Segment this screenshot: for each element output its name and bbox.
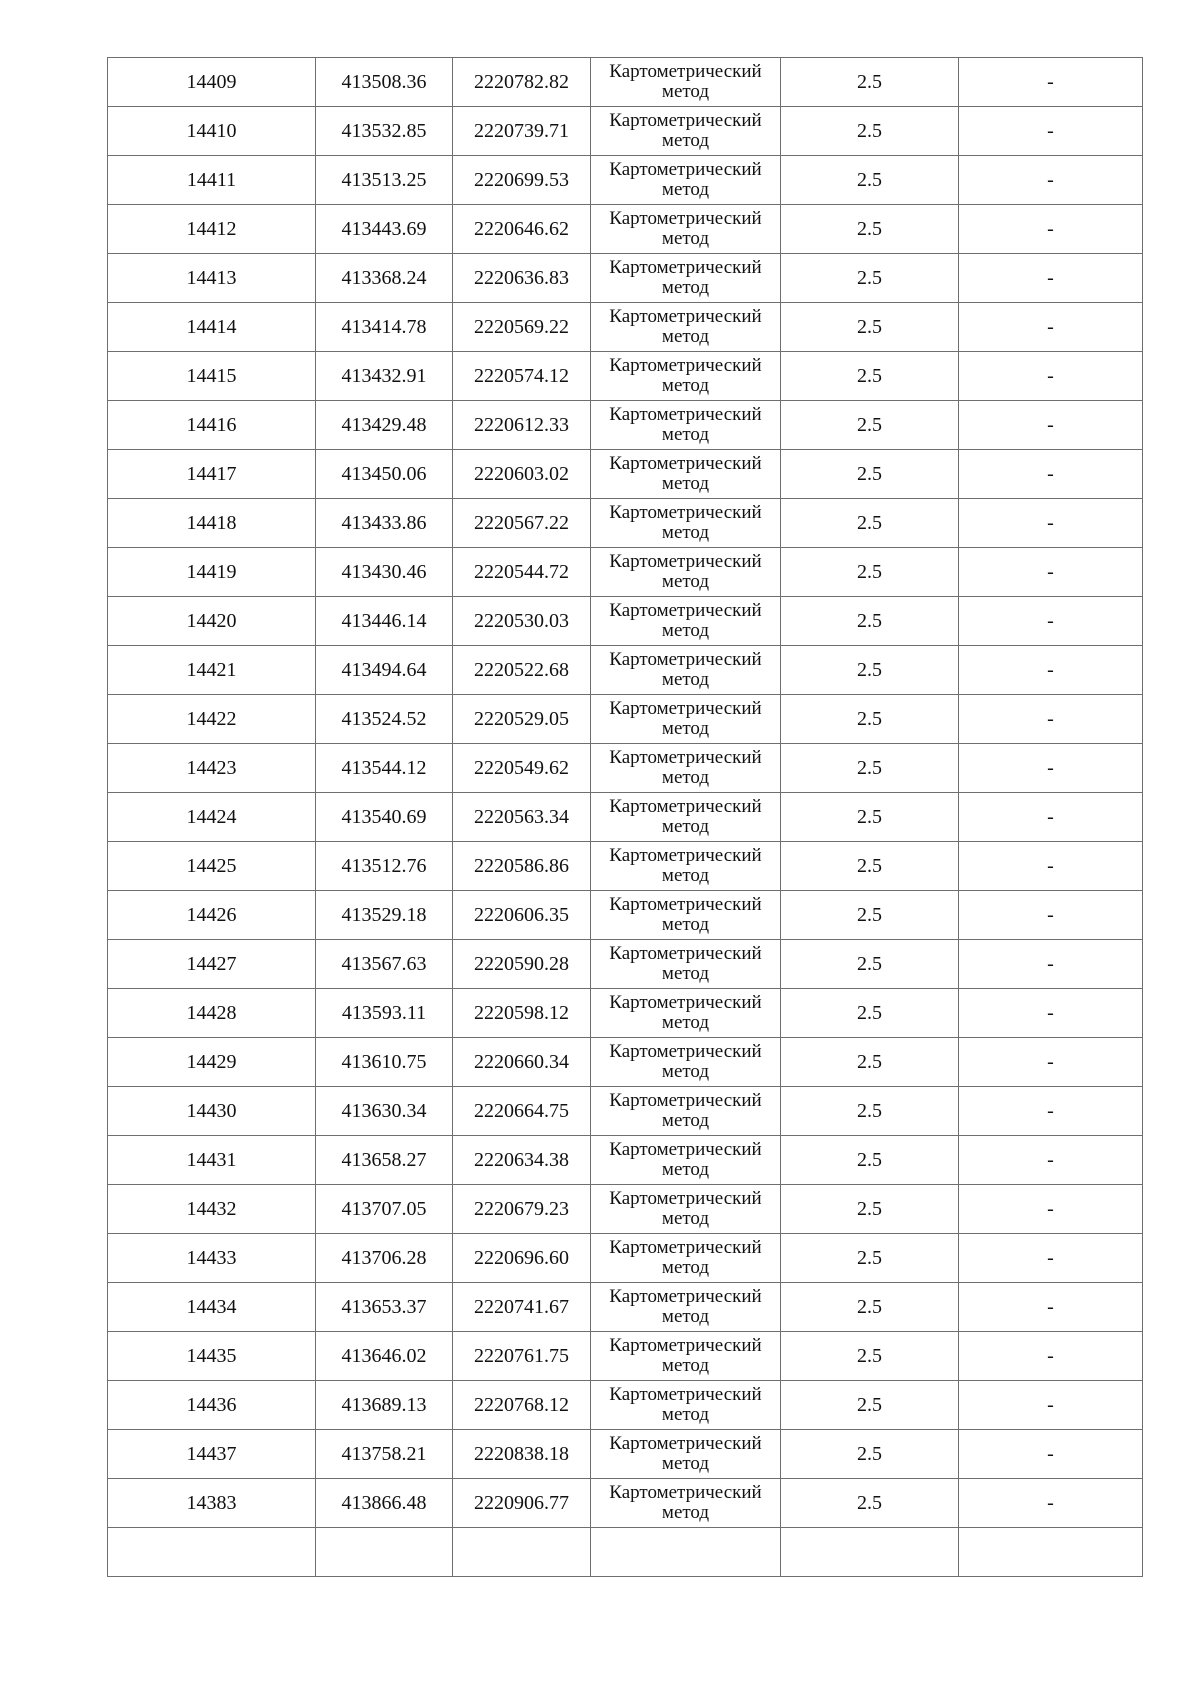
method-cell: Картометрический метод <box>591 548 781 597</box>
table-row <box>108 107 1143 156</box>
method-cell: Картометрический метод <box>591 1136 781 1185</box>
y-coordinate-cell: 2220563.34 <box>453 793 591 842</box>
point-number-cell: 14430 <box>108 1087 316 1136</box>
y-coordinate-cell: 2220567.22 <box>453 499 591 548</box>
point-number-cell: 14413 <box>108 254 316 303</box>
description-cell: - <box>959 597 1143 646</box>
x-coordinate-cell: 413544.12 <box>316 744 453 793</box>
description-cell: - <box>959 1332 1143 1381</box>
point-number-cell: 14435 <box>108 1332 316 1381</box>
x-coordinate-cell: 413494.64 <box>316 646 453 695</box>
x-coordinate-cell: 413758.21 <box>316 1430 453 1479</box>
x-coordinate-cell: 413430.46 <box>316 548 453 597</box>
point-number-cell: 14410 <box>108 107 316 156</box>
table-row <box>108 1332 1143 1381</box>
method-cell: Картометрический метод <box>591 499 781 548</box>
x-coordinate-cell: 413610.75 <box>316 1038 453 1087</box>
accuracy-cell: 2.5 <box>781 1136 959 1185</box>
x-coordinate-cell: 413630.34 <box>316 1087 453 1136</box>
x-coordinate-cell: 413429.48 <box>316 401 453 450</box>
accuracy-cell: 2.5 <box>781 1430 959 1479</box>
y-coordinate-cell: 2220544.72 <box>453 548 591 597</box>
x-coordinate-cell: 413432.91 <box>316 352 453 401</box>
method-cell: Картометрический метод <box>591 1479 781 1528</box>
y-coordinate-cell: 2220574.12 <box>453 352 591 401</box>
point-number-cell: 14434 <box>108 1283 316 1332</box>
point-number-cell: 14423 <box>108 744 316 793</box>
description-cell: - <box>959 352 1143 401</box>
accuracy-cell: 2.5 <box>781 1234 959 1283</box>
table-row <box>108 1479 1143 1528</box>
point-number-cell: 14433 <box>108 1234 316 1283</box>
point-number-cell: 14420 <box>108 597 316 646</box>
method-cell: Картометрический метод <box>591 1185 781 1234</box>
method-cell: Картометрический метод <box>591 597 781 646</box>
description-cell: - <box>959 548 1143 597</box>
point-number-cell: 14431 <box>108 1136 316 1185</box>
x-coordinate-cell <box>316 1528 453 1577</box>
x-coordinate-cell: 413508.36 <box>316 58 453 107</box>
x-coordinate-cell: 413653.37 <box>316 1283 453 1332</box>
accuracy-cell: 2.5 <box>781 695 959 744</box>
description-cell: - <box>959 1381 1143 1430</box>
y-coordinate-cell: 2220660.34 <box>453 1038 591 1087</box>
table-row <box>108 1283 1143 1332</box>
accuracy-cell: 2.5 <box>781 744 959 793</box>
accuracy-cell: 2.5 <box>781 1332 959 1381</box>
table-row <box>108 744 1143 793</box>
accuracy-cell: 2.5 <box>781 597 959 646</box>
accuracy-cell: 2.5 <box>781 989 959 1038</box>
table-row <box>108 842 1143 891</box>
point-number-cell: 14421 <box>108 646 316 695</box>
description-cell: - <box>959 1234 1143 1283</box>
description-cell: - <box>959 303 1143 352</box>
method-cell: Картометрический метод <box>591 646 781 695</box>
x-coordinate-cell: 413524.52 <box>316 695 453 744</box>
description-cell: - <box>959 450 1143 499</box>
method-cell: Картометрический метод <box>591 107 781 156</box>
y-coordinate-cell: 2220530.03 <box>453 597 591 646</box>
x-coordinate-cell: 413532.85 <box>316 107 453 156</box>
table-row <box>108 205 1143 254</box>
accuracy-cell <box>781 1528 959 1577</box>
table-row <box>108 1185 1143 1234</box>
description-cell: - <box>959 499 1143 548</box>
x-coordinate-cell: 413706.28 <box>316 1234 453 1283</box>
description-cell: - <box>959 744 1143 793</box>
y-coordinate-cell: 2220761.75 <box>453 1332 591 1381</box>
y-coordinate-cell: 2220782.82 <box>453 58 591 107</box>
method-cell: Картометрический метод <box>591 352 781 401</box>
description-cell: - <box>959 1185 1143 1234</box>
x-coordinate-cell: 413593.11 <box>316 989 453 1038</box>
y-coordinate-cell: 2220768.12 <box>453 1381 591 1430</box>
x-coordinate-cell: 413866.48 <box>316 1479 453 1528</box>
table-row <box>108 695 1143 744</box>
x-coordinate-cell: 413646.02 <box>316 1332 453 1381</box>
x-coordinate-cell: 413513.25 <box>316 156 453 205</box>
point-number-cell: 14409 <box>108 58 316 107</box>
point-number-cell: 14416 <box>108 401 316 450</box>
point-number-cell: 14425 <box>108 842 316 891</box>
table-row <box>108 891 1143 940</box>
accuracy-cell: 2.5 <box>781 352 959 401</box>
accuracy-cell: 2.5 <box>781 646 959 695</box>
y-coordinate-cell: 2220679.23 <box>453 1185 591 1234</box>
table-row <box>108 793 1143 842</box>
method-cell: Картометрический метод <box>591 156 781 205</box>
point-number-cell: 14412 <box>108 205 316 254</box>
table-row <box>108 450 1143 499</box>
point-number-cell <box>108 1528 316 1577</box>
point-number-cell: 14414 <box>108 303 316 352</box>
coordinates-table <box>107 57 1143 1577</box>
x-coordinate-cell: 413433.86 <box>316 499 453 548</box>
table-row <box>108 352 1143 401</box>
method-cell: Картометрический метод <box>591 695 781 744</box>
method-cell: Картометрический метод <box>591 842 781 891</box>
table-row <box>108 303 1143 352</box>
method-cell: Картометрический метод <box>591 1332 781 1381</box>
point-number-cell: 14426 <box>108 891 316 940</box>
x-coordinate-cell: 413689.13 <box>316 1381 453 1430</box>
description-cell: - <box>959 205 1143 254</box>
method-cell: Картометрический метод <box>591 401 781 450</box>
description-cell <box>959 1528 1143 1577</box>
x-coordinate-cell: 413529.18 <box>316 891 453 940</box>
x-coordinate-cell: 413658.27 <box>316 1136 453 1185</box>
point-number-cell: 14418 <box>108 499 316 548</box>
accuracy-cell: 2.5 <box>781 548 959 597</box>
method-cell: Картометрический метод <box>591 1430 781 1479</box>
point-number-cell: 14428 <box>108 989 316 1038</box>
y-coordinate-cell: 2220606.35 <box>453 891 591 940</box>
table-row <box>108 1528 1143 1577</box>
accuracy-cell: 2.5 <box>781 1185 959 1234</box>
point-number-cell: 14422 <box>108 695 316 744</box>
method-cell: Картометрический метод <box>591 1087 781 1136</box>
method-cell: Картометрический метод <box>591 891 781 940</box>
table-row <box>108 1234 1143 1283</box>
x-coordinate-cell: 413414.78 <box>316 303 453 352</box>
y-coordinate-cell: 2220586.86 <box>453 842 591 891</box>
method-cell: Картометрический метод <box>591 303 781 352</box>
y-coordinate-cell: 2220598.12 <box>453 989 591 1038</box>
method-cell: Картометрический метод <box>591 254 781 303</box>
description-cell: - <box>959 1479 1143 1528</box>
accuracy-cell: 2.5 <box>781 499 959 548</box>
point-number-cell: 14427 <box>108 940 316 989</box>
x-coordinate-cell: 413512.76 <box>316 842 453 891</box>
point-number-cell: 14432 <box>108 1185 316 1234</box>
description-cell: - <box>959 891 1143 940</box>
accuracy-cell: 2.5 <box>781 1381 959 1430</box>
y-coordinate-cell: 2220646.62 <box>453 205 591 254</box>
description-cell: - <box>959 254 1143 303</box>
y-coordinate-cell: 2220838.18 <box>453 1430 591 1479</box>
accuracy-cell: 2.5 <box>781 891 959 940</box>
table-row <box>108 597 1143 646</box>
table-row <box>108 548 1143 597</box>
accuracy-cell: 2.5 <box>781 254 959 303</box>
accuracy-cell: 2.5 <box>781 450 959 499</box>
accuracy-cell: 2.5 <box>781 401 959 450</box>
y-coordinate-cell: 2220549.62 <box>453 744 591 793</box>
x-coordinate-cell: 413540.69 <box>316 793 453 842</box>
table-row <box>108 58 1143 107</box>
table-row <box>108 499 1143 548</box>
y-coordinate-cell: 2220696.60 <box>453 1234 591 1283</box>
table-row <box>108 156 1143 205</box>
method-cell: Картометрический метод <box>591 940 781 989</box>
method-cell: Картометрический метод <box>591 58 781 107</box>
point-number-cell: 14415 <box>108 352 316 401</box>
description-cell: - <box>959 1087 1143 1136</box>
y-coordinate-cell: 2220522.68 <box>453 646 591 695</box>
description-cell: - <box>959 646 1143 695</box>
method-cell: Картометрический метод <box>591 1283 781 1332</box>
method-cell: Картометрический метод <box>591 793 781 842</box>
accuracy-cell: 2.5 <box>781 303 959 352</box>
method-cell: Картометрический метод <box>591 205 781 254</box>
x-coordinate-cell: 413567.63 <box>316 940 453 989</box>
method-cell: Картометрический метод <box>591 450 781 499</box>
accuracy-cell: 2.5 <box>781 107 959 156</box>
table-row <box>108 1136 1143 1185</box>
y-coordinate-cell: 2220612.33 <box>453 401 591 450</box>
y-coordinate-cell: 2220590.28 <box>453 940 591 989</box>
method-cell: Картометрический метод <box>591 744 781 793</box>
description-cell: - <box>959 1283 1143 1332</box>
point-number-cell: 14429 <box>108 1038 316 1087</box>
table-row <box>108 989 1143 1038</box>
description-cell: - <box>959 1136 1143 1185</box>
point-number-cell: 14419 <box>108 548 316 597</box>
description-cell: - <box>959 842 1143 891</box>
accuracy-cell: 2.5 <box>781 842 959 891</box>
point-number-cell: 14383 <box>108 1479 316 1528</box>
accuracy-cell: 2.5 <box>781 1283 959 1332</box>
y-coordinate-cell <box>453 1528 591 1577</box>
y-coordinate-cell: 2220699.53 <box>453 156 591 205</box>
y-coordinate-cell: 2220529.05 <box>453 695 591 744</box>
accuracy-cell: 2.5 <box>781 58 959 107</box>
y-coordinate-cell: 2220636.83 <box>453 254 591 303</box>
x-coordinate-cell: 413443.69 <box>316 205 453 254</box>
table-row <box>108 1381 1143 1430</box>
method-cell <box>591 1528 781 1577</box>
table-row <box>108 646 1143 695</box>
method-cell: Картометрический метод <box>591 1234 781 1283</box>
y-coordinate-cell: 2220603.02 <box>453 450 591 499</box>
x-coordinate-cell: 413446.14 <box>316 597 453 646</box>
point-number-cell: 14411 <box>108 156 316 205</box>
description-cell: - <box>959 107 1143 156</box>
point-number-cell: 14437 <box>108 1430 316 1479</box>
point-number-cell: 14417 <box>108 450 316 499</box>
x-coordinate-cell: 413368.24 <box>316 254 453 303</box>
y-coordinate-cell: 2220739.71 <box>453 107 591 156</box>
y-coordinate-cell: 2220664.75 <box>453 1087 591 1136</box>
point-number-cell: 14436 <box>108 1381 316 1430</box>
x-coordinate-cell: 413707.05 <box>316 1185 453 1234</box>
table-row <box>108 401 1143 450</box>
description-cell: - <box>959 156 1143 205</box>
point-number-cell: 14424 <box>108 793 316 842</box>
y-coordinate-cell: 2220634.38 <box>453 1136 591 1185</box>
description-cell: - <box>959 940 1143 989</box>
method-cell: Картометрический метод <box>591 1381 781 1430</box>
table-row <box>108 1430 1143 1479</box>
accuracy-cell: 2.5 <box>781 793 959 842</box>
table-row <box>108 1087 1143 1136</box>
x-coordinate-cell: 413450.06 <box>316 450 453 499</box>
y-coordinate-cell: 2220906.77 <box>453 1479 591 1528</box>
description-cell: - <box>959 1430 1143 1479</box>
description-cell: - <box>959 695 1143 744</box>
y-coordinate-cell: 2220741.67 <box>453 1283 591 1332</box>
method-cell: Картометрический метод <box>591 989 781 1038</box>
accuracy-cell: 2.5 <box>781 205 959 254</box>
description-cell: - <box>959 989 1143 1038</box>
coordinates-table-body <box>108 58 1143 1577</box>
accuracy-cell: 2.5 <box>781 156 959 205</box>
table-row <box>108 1038 1143 1087</box>
description-cell: - <box>959 401 1143 450</box>
description-cell: - <box>959 793 1143 842</box>
accuracy-cell: 2.5 <box>781 1479 959 1528</box>
description-cell: - <box>959 1038 1143 1087</box>
y-coordinate-cell: 2220569.22 <box>453 303 591 352</box>
table-row <box>108 254 1143 303</box>
accuracy-cell: 2.5 <box>781 940 959 989</box>
accuracy-cell: 2.5 <box>781 1087 959 1136</box>
method-cell: Картометрический метод <box>591 1038 781 1087</box>
accuracy-cell: 2.5 <box>781 1038 959 1087</box>
table-row <box>108 940 1143 989</box>
description-cell: - <box>959 58 1143 107</box>
